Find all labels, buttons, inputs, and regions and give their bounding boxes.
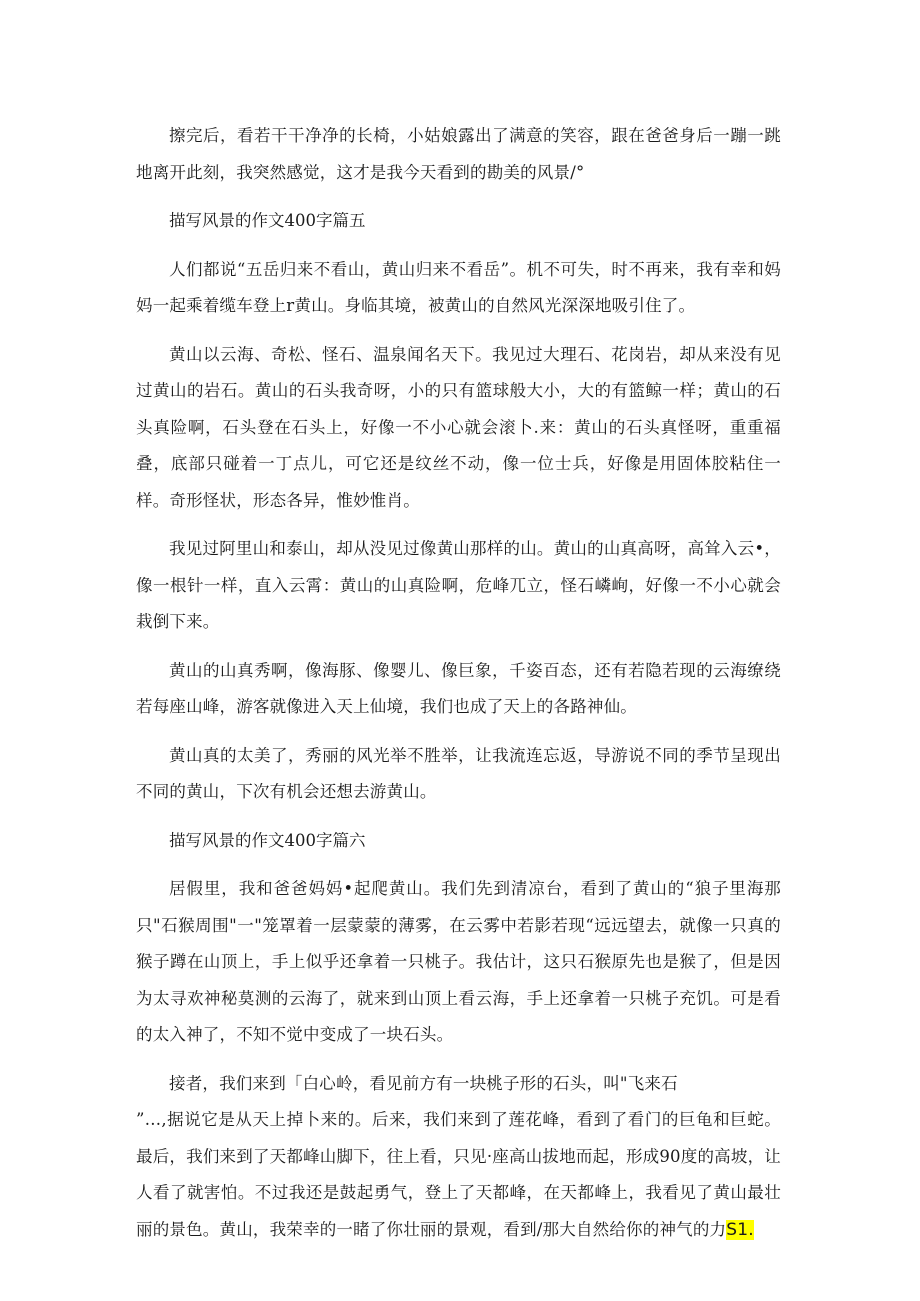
paragraph-4: 我见过阿里山和泰山，却从没见过像黄山那样的山。黄山的山真高呀，高耸入云•，像一根针一样，直入云霄：黄山的山真险啊，危峰兀立，怪石嶙峋，好像一不小心就会栽倒下来。 [136,539,781,631]
paragraph-5: 黄山的山真秀啊，像海豚、像婴儿、像巨象，千姿百态，还有若隐若现的云海缭绕若每座山峰，游客就像进入天上仙境，我们也成了天上的各路神仙。 [136,660,781,716]
paragraph-8 [136,1066,781,1249]
paragraph-3: 黄山以云海、奇松、怪石、温泉闻名天下。我见过大理石、花岗岩，却从来没有见过黄山的岩石。黄山的石头我奇呀，小的只有篮球般大小，大的有篮鲸一样；黄山的石头真险啊，石头登在石头上，好像一不小心就会滚卜.来：黄山的石头真怪呀，重重福叠，底部只碰着一丁点儿，可它还是纹丝不动，像一位士兵，好像是用固体胶粘住一样。奇形怪状，形态各异，惟妙惟肖。 [136,344,781,510]
document-body [136,118,781,1260]
highlighted-text: S1. [726,1219,754,1240]
section-heading-5: 描写风景的作文400字篇五 [169,211,366,230]
paragraph-2: 人们都说“五岳归来不看山，黄山归来不看岳”。机不可失，时不再来，我有幸和妈妈一起乘着缆车登上r黄山。身临其境，被黄山的自然风光深深地吸引住了。 [136,259,781,315]
paragraph-8-text: 接者，我们来到「白心岭，看见前方有一块桃子形的石头，叫"飞来石 ”…,据说它是从天上掉卜来的。后来，我们来到了莲花峰，看到了看门的巨龟和巨蛇。最后，我们来到了天都峰山脚下，往上看，只见·座高山拔地而起，形成90度的高坡，让人看了就害怕。不过我还是鼓起勇气，登上了天都峰，在天都峰上，我看见了黄山最壮丽的景色。黄山，我荣幸的一睹了你壮丽的景观，看到/那大自然给你的神气的力 [136,1073,781,1239]
paragraph-6: 黄山真的太美了，秀丽的风光举不胜举，让我流连忘返，导游说不同的季节呈现出不同的黄山，下次有机会还想去游黄山。 [136,745,781,801]
paragraph-7: 居假里，我和爸爸妈妈•起爬黄山。我们先到清凉台，看到了黄山的“狼子里海那只"石猴周围"一"笼罩着一层蒙蒙的薄雾，在云雾中若影若现“远远望去，就像一只真的猴子蹲在山顶上，手上似乎还拿着一只桃子。我估计，这只石猴原先也是猴了，但是因为太寻欢神秘莫测的云海了，就来到山顶上看云海，手上还拿着一只桃子充饥。可是看的太入神了，不知不觉中变成了一块石头。 [136,879,781,1044]
section-heading-6: 描写风景的作文400字篇六 [169,830,366,850]
paragraph-1: 擦完后，看若干干净净的长椅，小姑娘露出了满意的笑容，跟在爸爸身后一蹦一跳地离开此刻，我突然感觉，这才是我今天看到的勘美的风景/° [136,126,781,182]
